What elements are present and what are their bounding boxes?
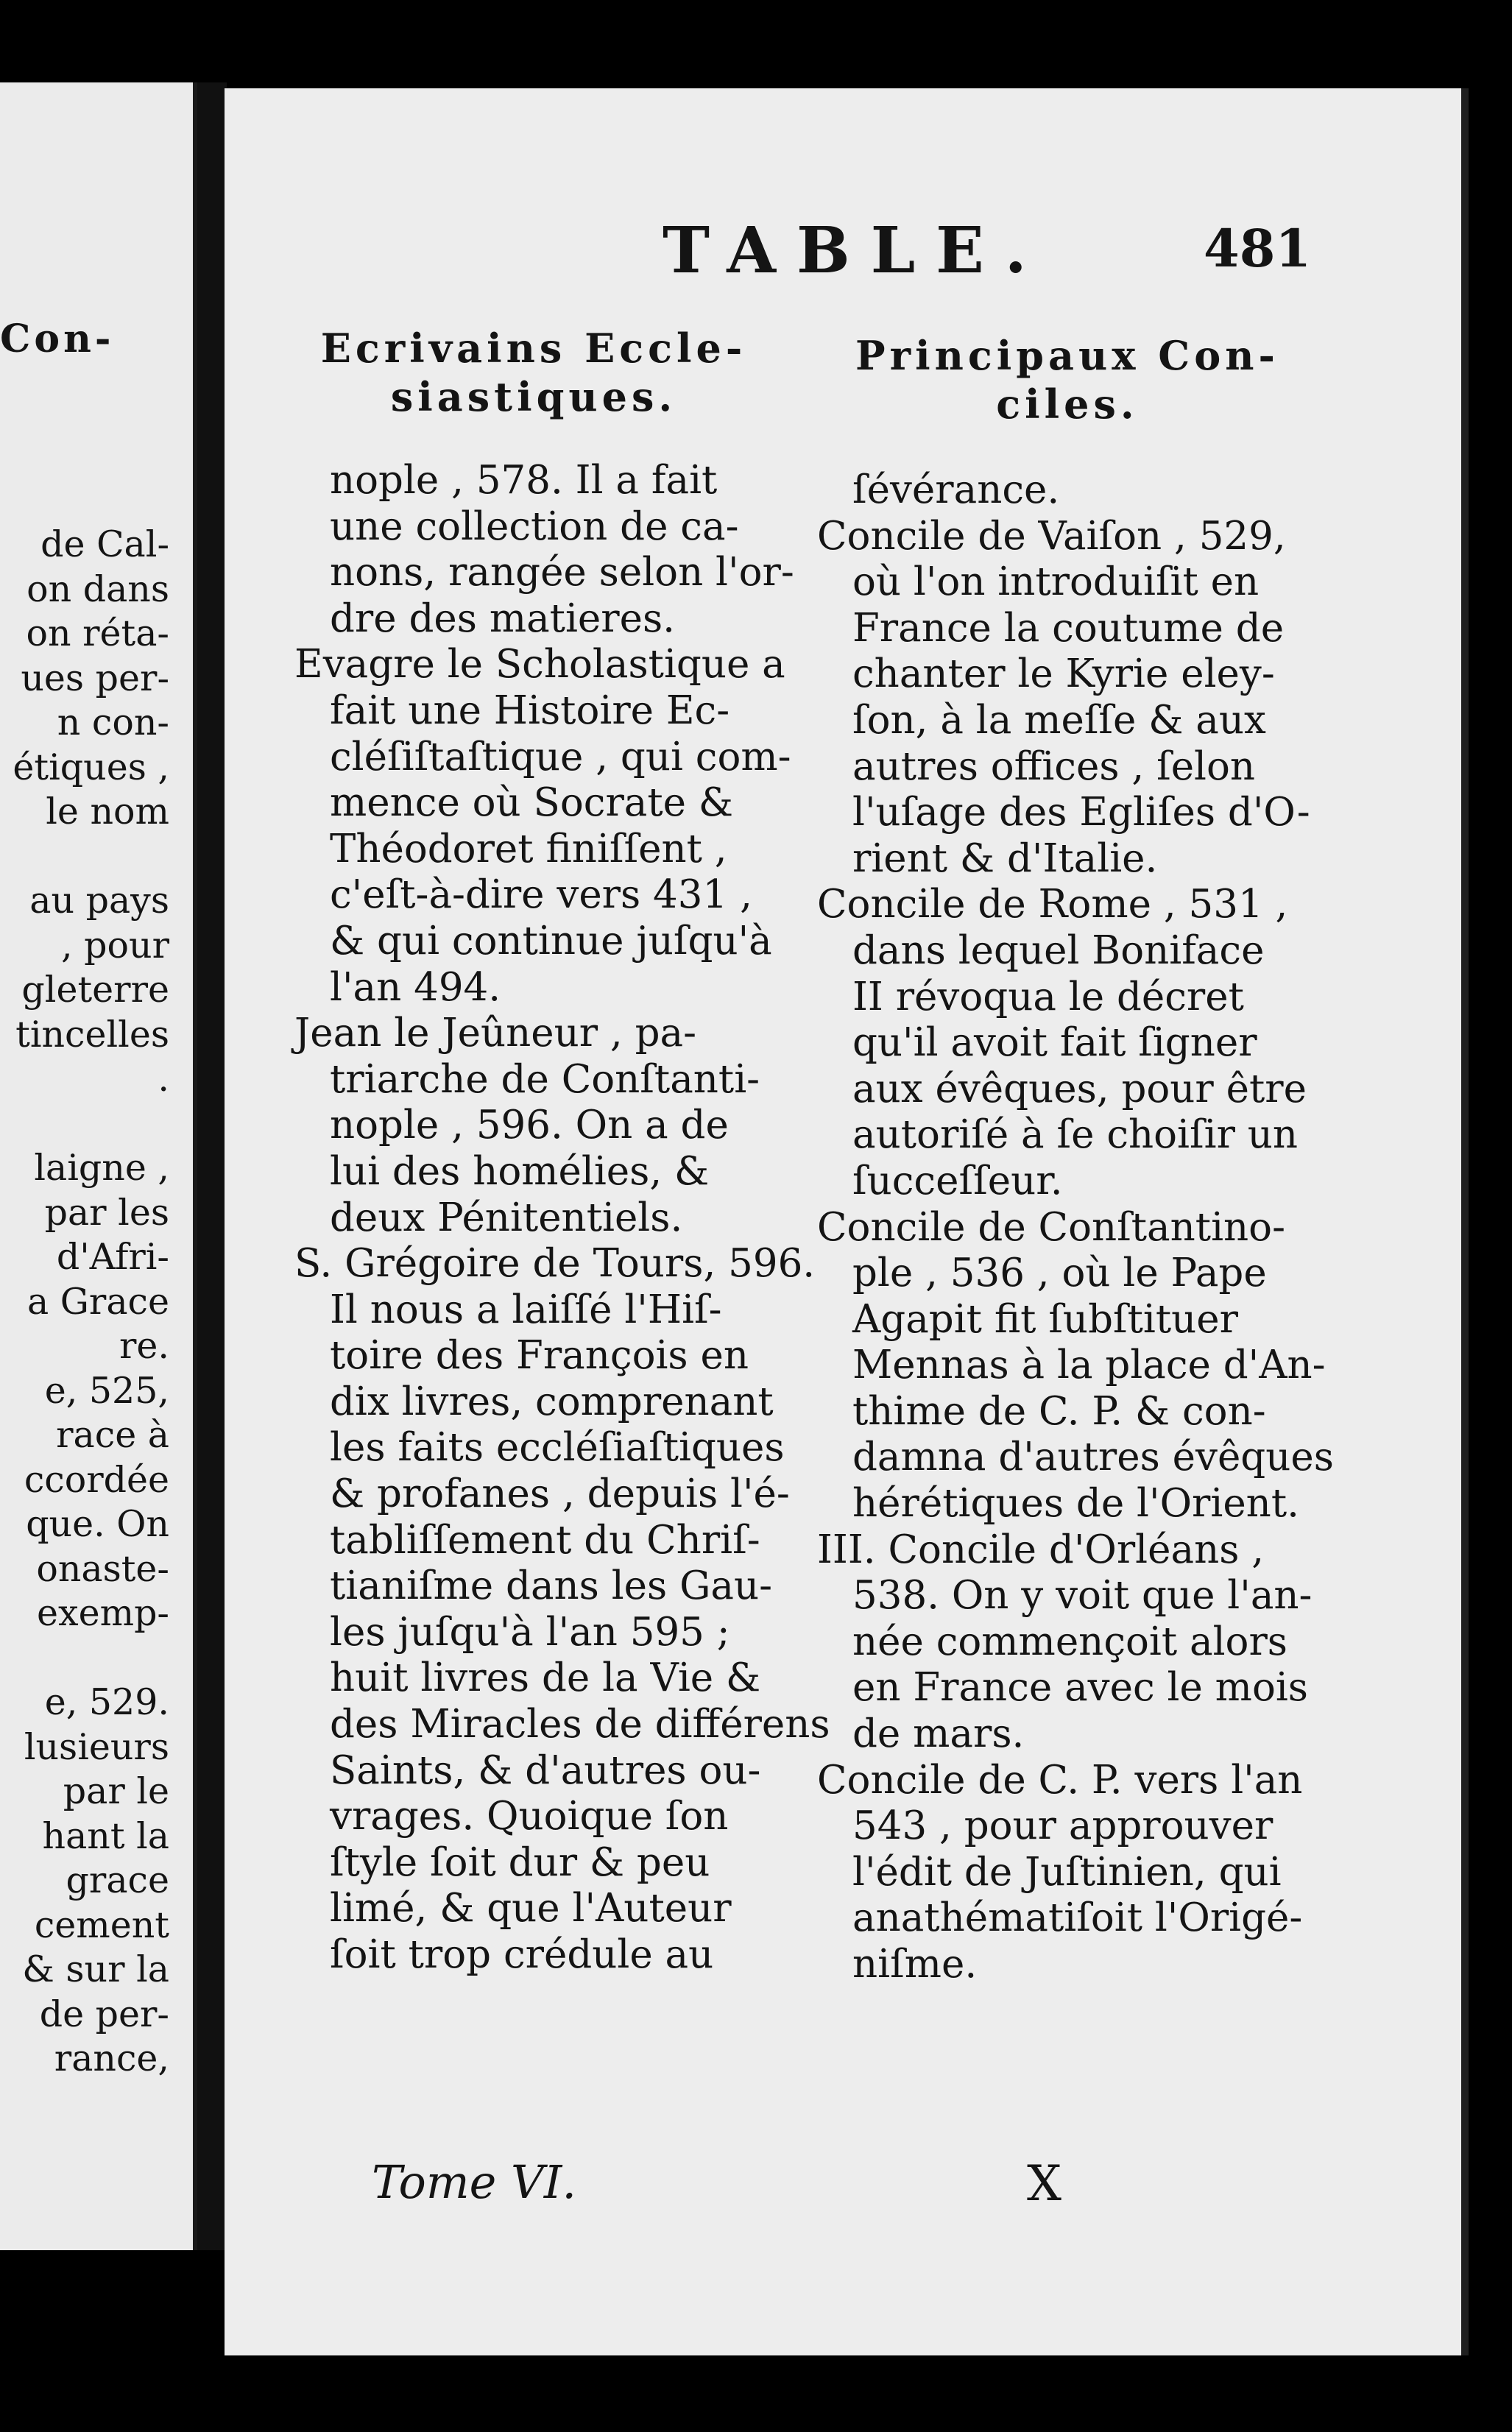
text-line: dre des matieres.	[330, 595, 676, 641]
text-fragment: le nom	[46, 791, 169, 833]
left-page-header: Con-	[0, 317, 115, 361]
text-fragment: de Cal-	[40, 523, 169, 565]
text-line: limé, & que l'Auteur	[330, 1886, 732, 1931]
text-line: & profanes , depuis l'é-	[330, 1471, 790, 1517]
text-line: 543 , pour approuver	[852, 1803, 1273, 1849]
text-line: Jean le Jeûneur , pa-	[294, 1011, 697, 1056]
text-fragment	[0, 835, 169, 880]
text-line: tabliſſement du Chriſ-	[330, 1517, 760, 1563]
text-line: cléſiſtaſtique , qui com-	[330, 734, 791, 780]
text-line: une collection de ca-	[330, 503, 739, 549]
text-line: ple , 536 , où le Pape	[852, 1251, 1267, 1296]
text-fragment: d'Afri-	[56, 1236, 169, 1278]
heading-line: siastiques.	[390, 373, 677, 420]
text-fragment: e, 525,	[44, 1369, 169, 1412]
text-line: Saints, & d'autres ou-	[330, 1747, 761, 1793]
text-fragment: re.	[119, 1325, 169, 1367]
text-fragment: hant la	[42, 1814, 169, 1857]
left-column-heading	[298, 324, 769, 421]
text-line: l'an 494.	[330, 964, 501, 1010]
text-line: c'eſt-à-dire vers 431 ,	[330, 872, 752, 918]
text-line: des Miracles de différens	[330, 1702, 830, 1747]
text-fragment: au pays	[29, 880, 169, 922]
text-fragment: lusieurs	[24, 1725, 169, 1768]
text-line: tianiſme dans les Gau-	[330, 1563, 773, 1609]
text-fragment: cement	[34, 1903, 169, 1946]
text-line: Il nous a laiſſé l'Hiſ-	[330, 1287, 722, 1332]
text-line: Agapit fit ſubſtituer	[852, 1296, 1238, 1342]
text-line: en France avec le mois	[852, 1665, 1308, 1711]
text-fragment: e, 529.	[44, 1681, 169, 1723]
text-line: fait une Histoire Ec-	[330, 687, 730, 733]
text-line: Théodoret finiſſent ,	[330, 826, 727, 872]
heading-line: Principaux Con-	[855, 332, 1279, 379]
text-line: l'édit de Juſtinien, qui	[852, 1849, 1282, 1895]
text-fragment: ccordée	[24, 1458, 169, 1501]
text-line: hérétiques de l'Orient.	[852, 1481, 1299, 1527]
text-fragment: par les	[44, 1191, 169, 1234]
text-fragment: de per-	[39, 1993, 169, 2035]
text-line: de mars.	[852, 1711, 1025, 1757]
text-line: autres offices , ſelon	[852, 743, 1256, 789]
text-line: II révoqua le décret	[852, 974, 1244, 1019]
text-line: thime de C. P. & con-	[852, 1388, 1266, 1434]
text-fragment: race à	[56, 1414, 169, 1456]
text-line: Concile de Vaiſon , 529,	[817, 513, 1286, 559]
running-title: TABLE.	[663, 213, 1048, 288]
text-fragment: que. On	[26, 1503, 169, 1545]
text-fragment	[0, 1102, 169, 1147]
text-fragment: , pour	[61, 924, 169, 966]
right-column-heading	[821, 331, 1314, 428]
text-line: mence où Socrate &	[330, 780, 734, 826]
text-line: ſucceſſeur.	[852, 1158, 1063, 1203]
text-line: France la coutume de	[852, 605, 1285, 651]
text-fragment: n con-	[57, 701, 169, 743]
text-line: deux Pénitentiels.	[330, 1195, 683, 1240]
text-line: anathématiſoit l'Origé-	[852, 1895, 1303, 1941]
text-line: où l'on introduiſit en	[852, 559, 1260, 605]
text-line: les faits eccléſiaſtiques	[330, 1425, 785, 1471]
page-number: 481	[1204, 218, 1312, 279]
text-line: aux évêques, pour être	[852, 1066, 1307, 1111]
text-line: rient & d'Italie.	[852, 835, 1158, 881]
book-gutter	[197, 82, 227, 2250]
text-line: ſon, à la meſſe & aux	[852, 697, 1266, 743]
text-line: & qui continue juſqu'à	[330, 918, 772, 964]
text-line: Concile de Rome , 531 ,	[817, 882, 1288, 927]
left-page-text	[0, 523, 169, 2082]
text-fragment: grace	[66, 1859, 169, 1901]
text-line: ſévérance.	[852, 467, 1060, 512]
text-line: Concile de Conſtantino-	[817, 1204, 1285, 1250]
text-line: l'uſage des Egliſes d'O-	[852, 790, 1310, 835]
text-line: Evagre le Scholastique a	[294, 642, 785, 687]
text-line: dans lequel Boniface	[852, 927, 1265, 973]
text-fragment: onaste-	[36, 1547, 169, 1590]
text-line: lui des homélies, &	[330, 1148, 710, 1194]
text-fragment: ues per-	[21, 657, 169, 699]
text-line: nople , 578. Il a fait	[330, 458, 718, 503]
text-fragment: a Grace	[27, 1280, 169, 1323]
text-line: S. Grégoire de Tours, 596.	[294, 1241, 816, 1287]
text-line: damna d'autres évêques	[852, 1435, 1334, 1480]
text-line: nons, rangée selon l'or-	[330, 550, 794, 595]
text-fragment: on dans	[27, 568, 169, 610]
heading-line: ciles.	[996, 381, 1139, 428]
text-fragment: tincelles	[15, 1013, 169, 1056]
writers-column	[294, 458, 830, 1979]
text-line: ſtyle ſoit dur & peu	[330, 1839, 710, 1885]
text-line: triarche de Conſtanti-	[330, 1056, 760, 1102]
text-fragment: exemp-	[36, 1592, 169, 1634]
text-line: huit livres de la Vie &	[330, 1655, 761, 1701]
text-fragment: gleterre	[21, 969, 169, 1011]
text-fragment: laigne ,	[34, 1147, 169, 1189]
text-line: chanter le Kyrie eley-	[852, 651, 1275, 697]
heading-line: Ecrivains Eccle-	[320, 325, 747, 372]
signature-line: Tome VI.	[372, 2155, 577, 2209]
text-fragment	[0, 1636, 169, 1681]
text-line: 538. On y voit que l'an-	[852, 1573, 1313, 1619]
text-line: dix livres, comprenant	[330, 1379, 774, 1424]
text-line: autoriſé à ſe choiſir un	[852, 1112, 1299, 1158]
text-line: les juſqu'à l'an 595 ;	[330, 1609, 730, 1655]
text-line: née commençoit alors	[852, 1619, 1287, 1664]
text-line: vrages. Quoique ſon	[330, 1794, 729, 1839]
signature-mark: X	[1027, 2155, 1061, 2212]
text-fragment: par le	[63, 1770, 169, 1812]
previous-page-strip	[0, 82, 197, 2250]
book-page	[225, 88, 1469, 2355]
text-fragment: rance,	[54, 2037, 169, 2079]
text-line: ſoit trop crédule au	[330, 1932, 714, 1977]
text-line: niſme.	[852, 1942, 978, 1987]
text-line: III. Concile d'Orléans ,	[817, 1527, 1265, 1572]
text-line: toire des François en	[330, 1333, 749, 1379]
text-line: nople , 596. On a de	[330, 1103, 729, 1148]
text-line: Mennas à la place d'An-	[852, 1343, 1326, 1388]
text-fragment: étiques ,	[13, 746, 169, 788]
text-fragment: on réta-	[26, 612, 169, 654]
text-line: Concile de C. P. vers l'an	[817, 1757, 1303, 1803]
text-fragment: .	[158, 1058, 169, 1100]
text-fragment: & sur la	[22, 1948, 169, 1990]
councils-column	[817, 467, 1334, 1988]
text-line: qu'il avoit fait ſigner	[852, 1020, 1257, 1066]
